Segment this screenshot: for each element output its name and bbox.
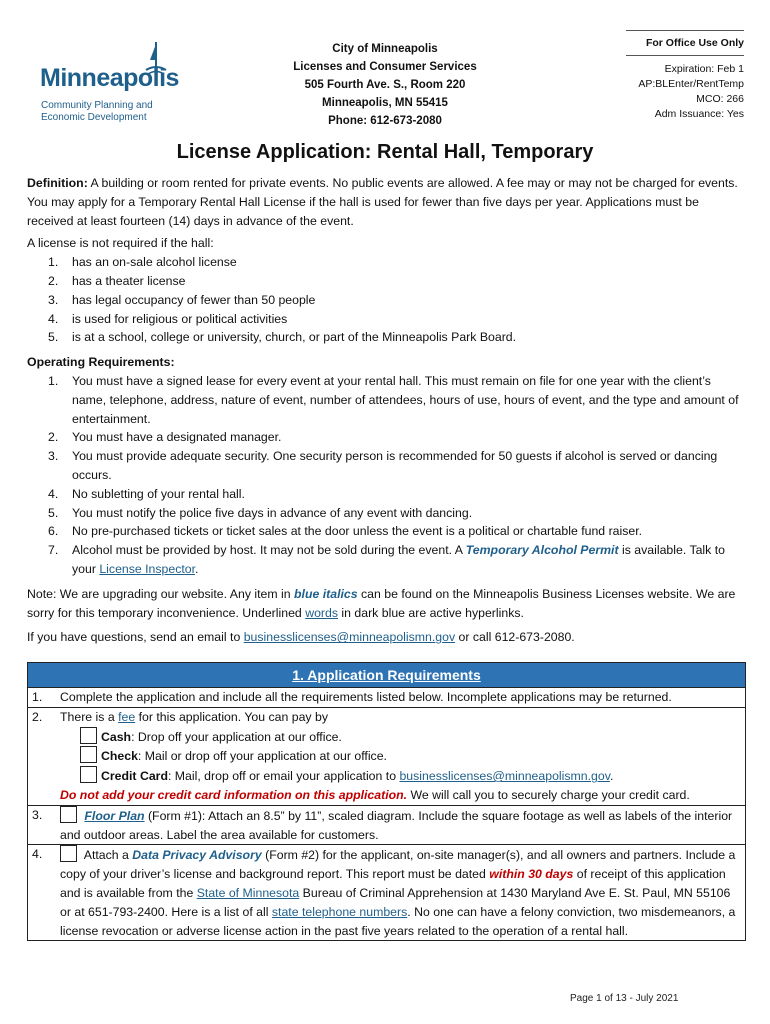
row-text-part: (Form #2) for the applicant, on-site manager(s), and all owners and partners. Include a copy of your driver’s license and background report. This report must be dated bbox=[60, 848, 736, 882]
definition-paragraph bbox=[27, 174, 745, 230]
credit-card-checkbox[interactable] bbox=[80, 766, 97, 783]
row-text-part: for this application. You can pay by bbox=[135, 709, 328, 724]
check-text: : Mail or drop off your application at our office. bbox=[137, 749, 387, 764]
list-item: You must have a signed lease for every event at your rental hall. This must remain on file for one year with the client’s name, telephone, address, nature of event, number of attendees, hours of use, hours of event, and the type and amount of entertainment. bbox=[72, 373, 739, 426]
not-required-intro: A license is not required if the hall: bbox=[27, 236, 214, 251]
item-text: . bbox=[195, 561, 199, 576]
minneapolis-logo bbox=[40, 40, 190, 130]
payment-option-cash bbox=[60, 727, 739, 747]
data-privacy-checkbox[interactable] bbox=[60, 845, 77, 862]
office-use-box bbox=[626, 30, 744, 122]
contact-text: If you have questions, send an email to bbox=[27, 630, 244, 645]
list-item: No subletting of your rental hall. bbox=[72, 486, 245, 501]
definition-text: A building or room rented for private events. No public events are allowed. A fee may or may not be charged for events. You may apply for a Temporary Rental Hall License if the hall is used for fewer than five days per year. Applications must be received at least fourteen (14) days in advance of the event. bbox=[27, 176, 738, 228]
logo-subtitle bbox=[41, 100, 153, 123]
department-name: Licenses and Consumer Services bbox=[293, 61, 477, 73]
credit-card-text: . bbox=[609, 769, 614, 784]
operating-heading: Operating Requirements: bbox=[27, 355, 175, 370]
table-row bbox=[28, 708, 745, 806]
contact-text: or call 612-673-2080. bbox=[455, 630, 575, 645]
requirements-heading bbox=[28, 663, 745, 688]
operating-list bbox=[27, 372, 745, 579]
email-link[interactable]: businesslicenses@minneapolismn.gov bbox=[243, 630, 456, 645]
list-item: has legal occupancy of fewer than 50 people bbox=[72, 292, 316, 307]
city-address-block bbox=[270, 40, 500, 130]
definition-label: Definition: bbox=[27, 176, 88, 190]
note-text: Note: We are upgrading our website. Any item in bbox=[27, 586, 295, 601]
row-number: 1. bbox=[32, 690, 43, 704]
payment-option-credit-card bbox=[60, 766, 739, 786]
within-30-days-warning: within 30 days bbox=[489, 867, 574, 882]
item-text: Alcohol must be provided by host. It may not be sold during the event. A bbox=[72, 543, 466, 558]
cash-text: : Drop off your application at our office. bbox=[131, 729, 342, 744]
credit-card-label: Credit Card bbox=[101, 769, 168, 784]
row-text bbox=[60, 845, 745, 940]
office-use-title: For Office Use Only bbox=[626, 31, 744, 56]
list-item bbox=[48, 541, 745, 579]
list-item: You must have a designated manager. bbox=[72, 430, 282, 445]
city-state-zip: Minneapolis, MN 55415 bbox=[322, 97, 448, 109]
floor-plan-checkbox[interactable] bbox=[60, 806, 77, 823]
item-text: is available. Talk to your bbox=[72, 543, 725, 576]
cash-checkbox[interactable] bbox=[80, 727, 97, 744]
office-adm-issuance: Adm Issuance: Yes bbox=[654, 108, 744, 120]
row-text-part: . No one can have a felony conviction, two misdemeanors, a license revocation or adverse license action in the past five years related to the operation of a rental hall. bbox=[60, 904, 736, 938]
row-text-part: Bureau of Criminal Apprehension at 1430 Maryland Ave E. St. Paul, MN 55106 or at 651-793-2400. Here is a list of all bbox=[60, 885, 731, 919]
license-inspector-link[interactable]: License Inspector bbox=[99, 561, 196, 576]
office-expiration: Expiration: Feb 1 bbox=[664, 63, 744, 75]
list-item: is used for religious or political activities bbox=[72, 311, 288, 326]
office-ap-code: AP:BLEnter/RentTemp bbox=[638, 78, 744, 90]
list-item: You must notify the police five days in advance of any event with dancing. bbox=[72, 505, 473, 520]
data-privacy-advisory-term: Data Privacy Advisory bbox=[132, 848, 262, 863]
list-item: No pre-purchased tickets or ticket sales at the door unless the event is a political or chartable fund raiser. bbox=[72, 524, 643, 539]
row-text bbox=[60, 806, 745, 845]
document-body bbox=[27, 174, 745, 647]
credit-card-text: : Mail, drop off or email your application to bbox=[167, 769, 400, 784]
payment-option-check bbox=[60, 746, 739, 766]
row-number: 4. bbox=[32, 847, 43, 862]
row-number: 3. bbox=[32, 807, 43, 822]
row-number: 2. bbox=[32, 709, 43, 724]
note-text: can be found on the Minneapolis Business Licenses website. We are sorry for this temporary inconvenience. Underlined bbox=[27, 586, 736, 620]
table-row bbox=[28, 806, 745, 846]
page-footer: Page 1 of 13 - July 2021 bbox=[570, 993, 679, 1004]
logo-sub-line: Economic Development bbox=[41, 111, 147, 123]
credit-card-warning: Do not add your credit card information on this application. bbox=[60, 787, 408, 802]
blue-italics-example: blue italics bbox=[294, 586, 358, 601]
state-of-minnesota-link[interactable]: State of Minnesota bbox=[196, 885, 300, 900]
contact-paragraph bbox=[27, 628, 745, 647]
row-text-part: of receipt of this application and is available from the bbox=[60, 867, 726, 900]
list-item: is at a school, college or university, church, or part of the Minneapolis Park Board. bbox=[72, 330, 517, 345]
temporary-alcohol-permit-term: Temporary Alcohol Permit bbox=[465, 543, 619, 558]
state-telephone-numbers-link[interactable]: state telephone numbers bbox=[271, 904, 408, 919]
fee-link[interactable]: fee bbox=[118, 709, 136, 724]
words-link[interactable]: words bbox=[305, 605, 338, 620]
list-item: has a theater license bbox=[72, 273, 186, 288]
row-text-part: (Form #1): Attach an 8.5” by 11”, scaled diagram. Include the square footage as well as labels of the interior and outdoor areas. Label the area available for customers. bbox=[60, 808, 733, 842]
table-row bbox=[28, 688, 745, 708]
row-text-part: There is a bbox=[60, 709, 119, 724]
application-requirements-table bbox=[27, 662, 746, 941]
row-text bbox=[60, 708, 745, 805]
street-address: 505 Fourth Ave. S., Room 220 bbox=[304, 79, 466, 91]
list-item: You must provide adequate security. One security person is recommended for 50 guests if alcohol is served or dancing occurs. bbox=[72, 449, 718, 482]
cash-label: Cash bbox=[101, 729, 132, 744]
row-text-part: Attach a bbox=[81, 848, 133, 863]
floor-plan-link[interactable]: Floor Plan bbox=[84, 808, 145, 823]
table-row bbox=[28, 845, 745, 940]
list-item: has an on-sale alcohol license bbox=[72, 255, 237, 270]
requirements-heading-text: 1. Application Requirements bbox=[292, 667, 481, 683]
note-paragraph bbox=[27, 585, 745, 623]
check-checkbox[interactable] bbox=[80, 746, 97, 763]
city-name: City of Minneapolis bbox=[332, 43, 438, 55]
credit-card-text: We will call you to securely charge your credit card. bbox=[407, 787, 690, 802]
phone-number: Phone: 612-673-2080 bbox=[328, 115, 442, 127]
not-required-list bbox=[27, 253, 745, 347]
check-label: Check bbox=[101, 749, 138, 764]
logo-wordmark: Minneapolis bbox=[40, 64, 179, 92]
page-title: License Application: Rental Hall, Temporary bbox=[176, 141, 594, 163]
email-link[interactable]: businesslicenses@minneapolismn.gov bbox=[399, 769, 610, 784]
note-text: in dark blue are active hyperlinks. bbox=[338, 605, 524, 620]
office-mco: MCO: 266 bbox=[696, 93, 744, 105]
row-text: Complete the application and include all the requirements listed below. Incomplete applications may be returned. bbox=[60, 690, 672, 704]
logo-sub-line: Community Planning and bbox=[41, 100, 153, 111]
